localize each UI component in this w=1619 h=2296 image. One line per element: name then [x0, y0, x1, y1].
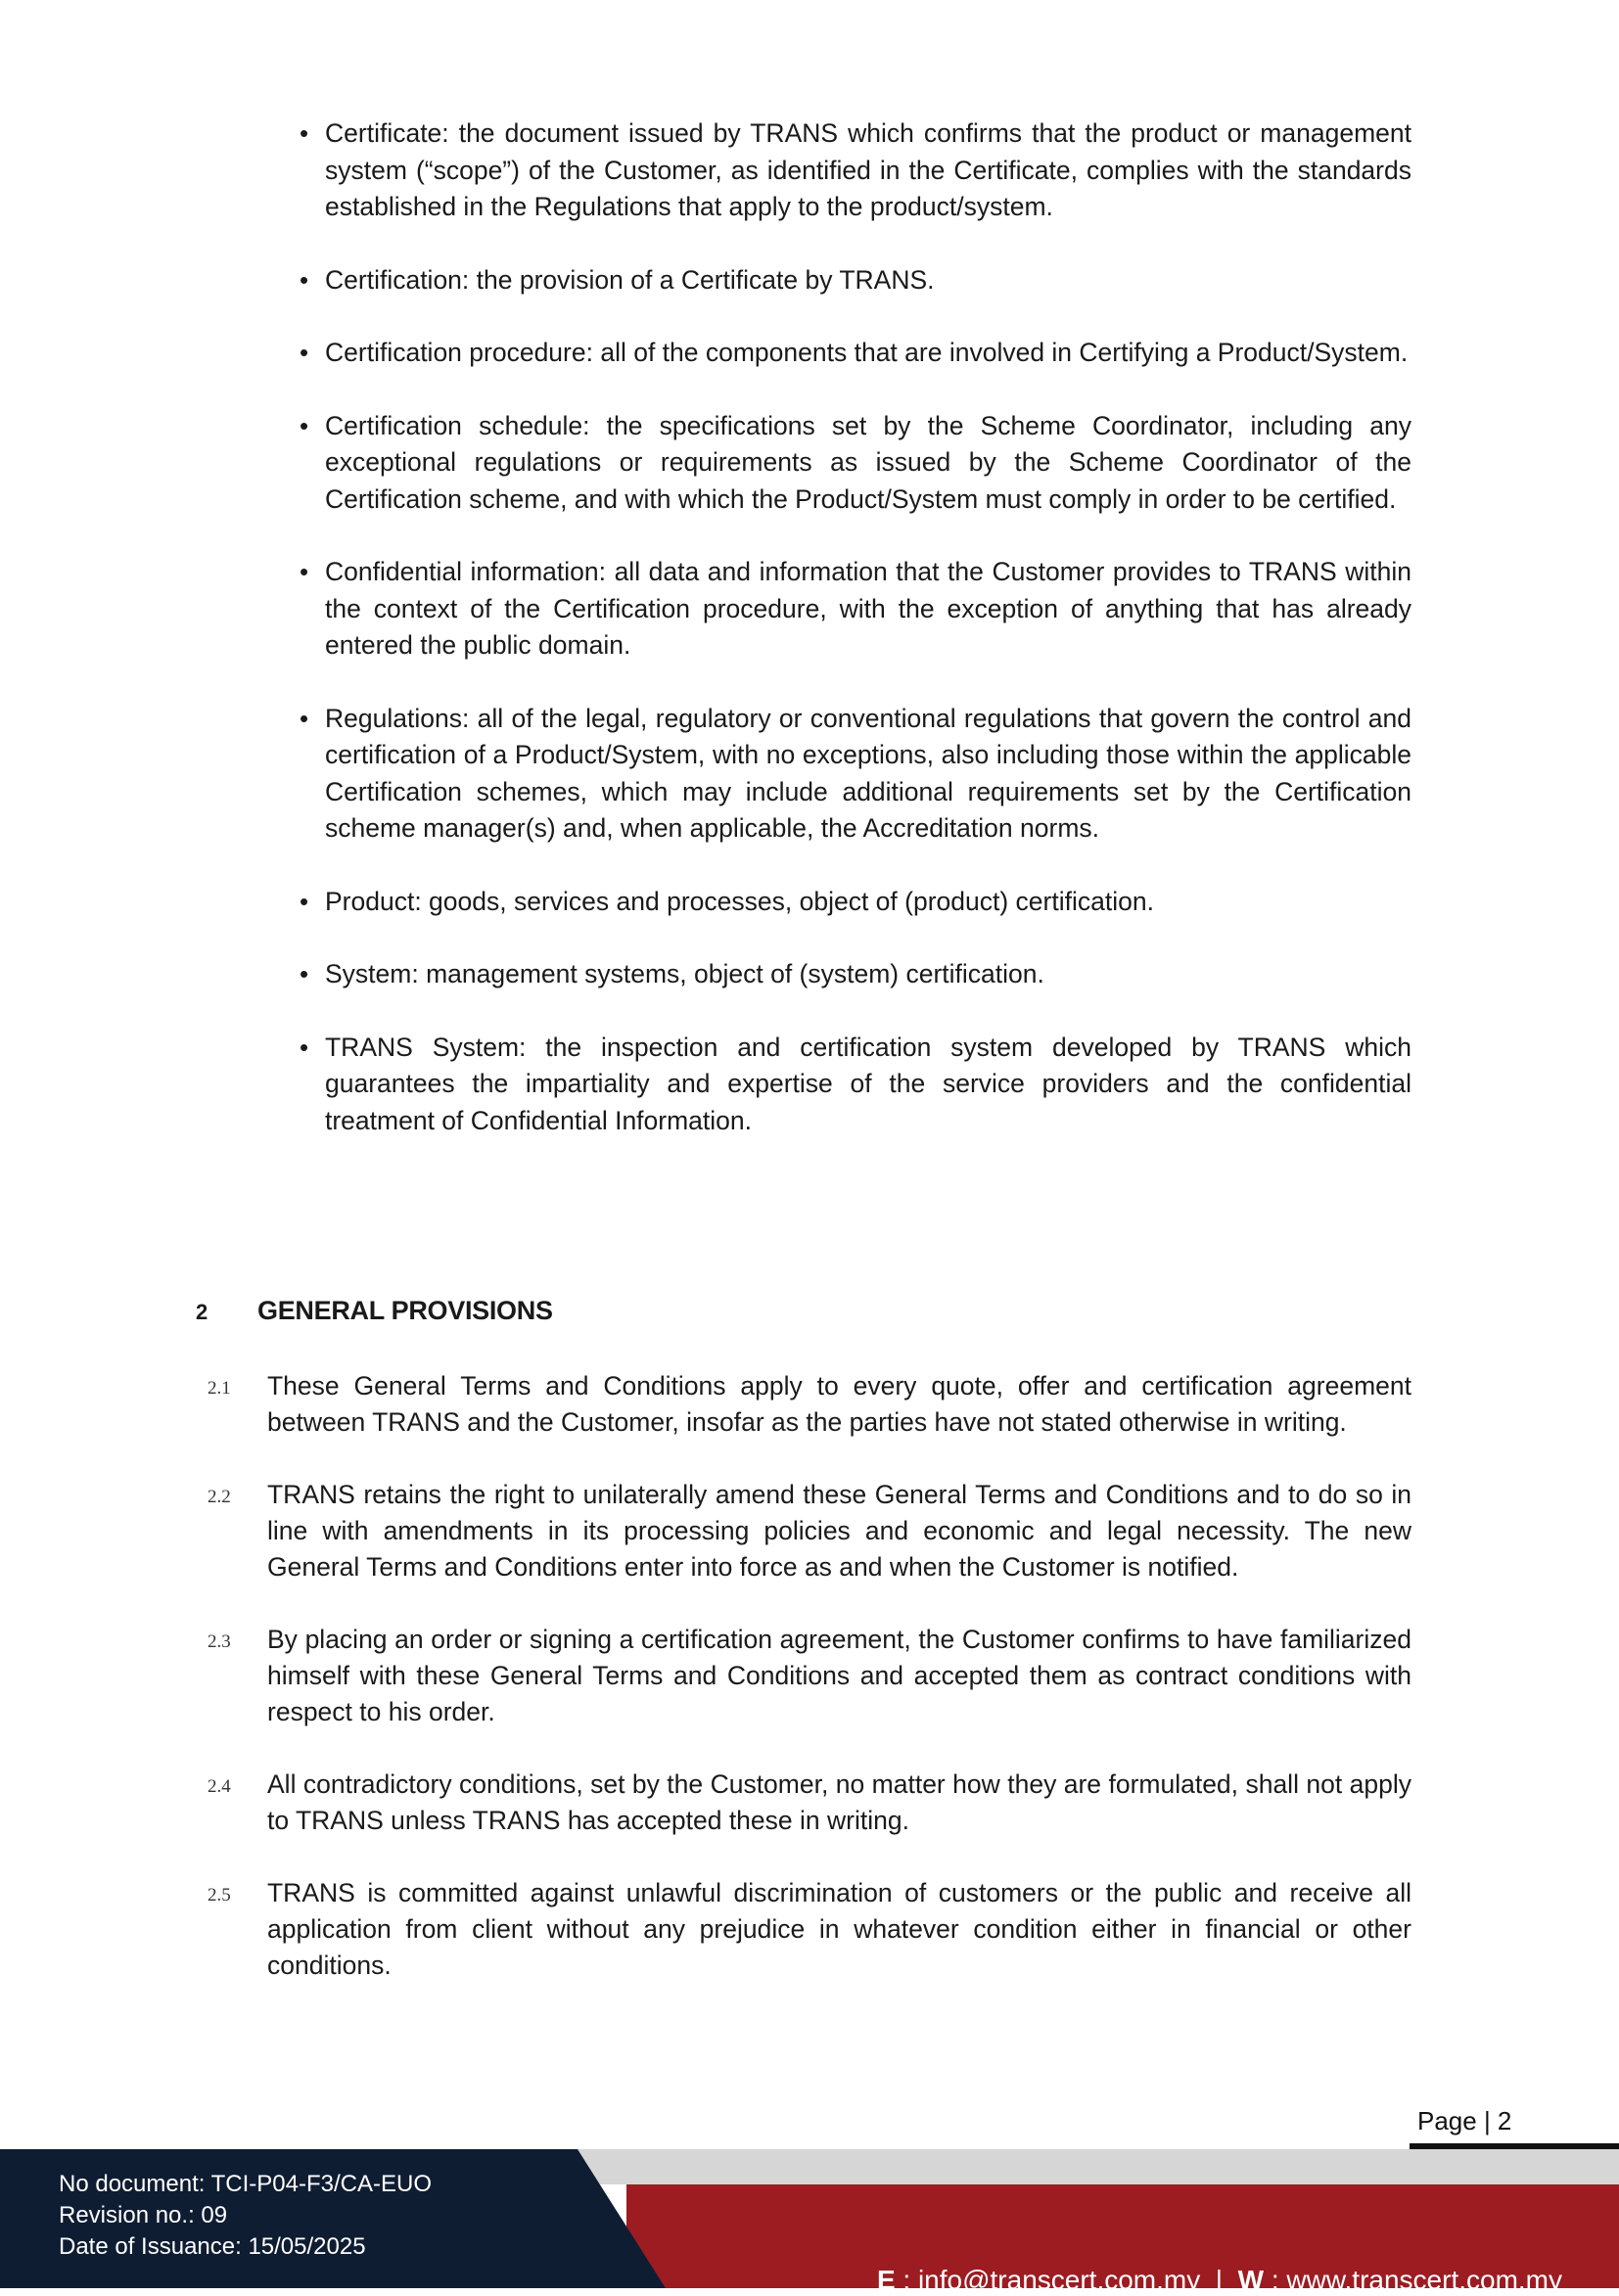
bullet-icon: • [300, 703, 309, 733]
page-number: Page | 2 [1417, 2106, 1512, 2135]
clause-number: 2.3 [208, 1631, 231, 1652]
definition-item [300, 554, 1411, 665]
bullet-icon: • [300, 118, 309, 148]
definition-text: Certification schedule: the specifications set by the Scheme Coordinator, including any exceptional regulations or requirements as issued by the Scheme Coordinator of the Certification scheme, and with which the Product/System must comply in order to be certified. [325, 410, 1411, 514]
contact-separator: | [1200, 2265, 1238, 2295]
website-link[interactable]: : www.transcert.com.my [1264, 2265, 1562, 2295]
definition-item [300, 884, 1411, 921]
clause-number: 2.1 [208, 1378, 231, 1399]
bullet-icon: • [300, 886, 309, 916]
definition-text: Certification procedure: all of the components that are involved in Certifying a Product/System. [325, 338, 1409, 367]
definition-text: Product: goods, services and processes, object of (product) certification. [325, 886, 1154, 916]
footer [0, 2149, 1619, 2295]
footer-contact [877, 2265, 1562, 2296]
definition-item [300, 408, 1411, 519]
clause-item [208, 1875, 1411, 1984]
email-label: E [876, 2265, 896, 2295]
clause-item [208, 1622, 1411, 1730]
definition-text: Certification: the provision of a Certificate by TRANS. [325, 264, 935, 295]
clause-text: TRANS retains the right to unilaterally amend these General Terms and Conditions and to do so in line with amendments in its processing policies and economic and legal necessity. The new General Terms and Conditions enter into force as and when the Customer is notified. [267, 1480, 1411, 1582]
clause-text: By placing an order or signing a certification agreement, the Customer confirms to have familiarized himself with these General Terms and Conditions and accepted them as contract conditions with respect to his order. [267, 1625, 1411, 1726]
definition-item [300, 262, 1411, 299]
clause-item [208, 1477, 1411, 1585]
bullet-icon: • [300, 264, 309, 295]
bullet-icon: • [300, 557, 309, 586]
definition-item [300, 956, 1411, 993]
bullet-icon: • [300, 410, 309, 440]
definition-item [300, 115, 1411, 226]
definition-item [300, 1030, 1411, 1140]
section-title: GENERAL PROVISIONS [257, 1296, 553, 1325]
definition-text: Certificate: the document issued by TRANS which confirms that the product or management system (“scope”) of the Customer, as identified in the Certificate, complies with the standards established in the Regulations that apply to the product/system. [325, 118, 1411, 221]
definition-item [300, 335, 1411, 372]
clause-item [208, 1368, 1411, 1441]
footer-red-band [626, 2184, 1619, 2295]
definition-text: TRANS System: the inspection and certification system developed by TRANS which guarantees the impartiality and expertise of the service providers and the confidential treatment of Confidential Information. [325, 1032, 1411, 1135]
section-number: 2 [196, 1300, 208, 1324]
definition-item [300, 701, 1411, 848]
revision-number: Revision no.: 09 [59, 2202, 228, 2228]
web-label: W [1237, 2265, 1265, 2295]
document-number: No document: TCI-P04-F3/CA-EUO [59, 2171, 433, 2197]
definition-text: Confidential information: all data and information that the Customer provides to TRANS within the context of the Certification procedure, with the exception of anything that has already entered the public domain. [325, 557, 1411, 660]
definitions-list [300, 115, 1411, 1175]
definition-text: System: management systems, object of (system) certification. [325, 959, 1044, 988]
bullet-icon: • [300, 959, 309, 988]
bullet-icon: • [300, 338, 309, 367]
definition-text: Regulations: all of the legal, regulatory or conventional regulations that govern the control and certification of a Product/System, with no exceptions, also including those within the applicable Certification schemes, which may include additional requirements set by the Certification scheme manager(s) and, when applicable, the Accreditation norms. [325, 703, 1411, 843]
clause-text: All contradictory conditions, set by the Customer, no matter how they are formulated, shall not apply to TRANS unless TRANS has accepted these in writing. [267, 1769, 1411, 1835]
footer-doc-info [59, 2169, 432, 2263]
clause-item [208, 1767, 1411, 1839]
bullet-icon: • [300, 1032, 309, 1062]
clause-number: 2.4 [208, 1776, 231, 1797]
clause-text: These General Terms and Conditions apply to every quote, offer and certification agreement between TRANS and the Customer, insofar as the parties have not stated otherwise in writing. [267, 1371, 1411, 1437]
clause-number: 2.2 [208, 1487, 231, 1507]
issuance-date: Date of Issuance: 15/05/2025 [59, 2233, 366, 2260]
clause-text: TRANS is committed against unlawful discrimination of customers or the public and receive all application from client without any prejudice in whatever condition either in financial or other conditions. [267, 1878, 1411, 1980]
clause-number: 2.5 [208, 1885, 231, 1906]
email-link[interactable]: : info@transcert.com.my [895, 2265, 1201, 2295]
clauses-list [208, 1368, 1411, 2020]
footer-gray-band [548, 2149, 1619, 2184]
